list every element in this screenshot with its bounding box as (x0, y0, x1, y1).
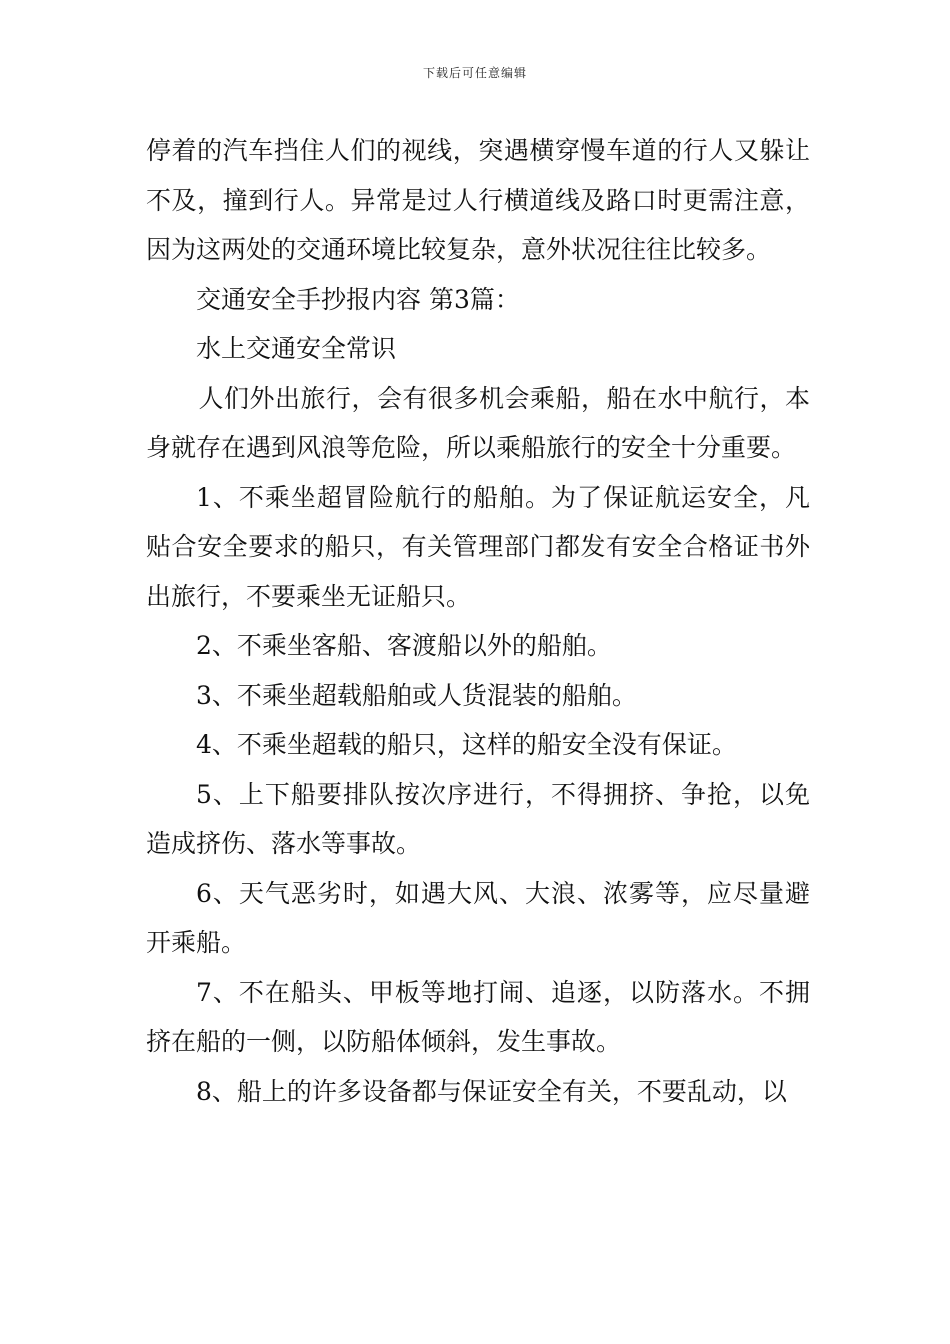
page-header: 下载后可任意编辑 (422, 66, 527, 80)
list-item-2: 2、不乘坐客船、客渡船以外的船舶。 (196, 631, 612, 660)
section-subheading: 水上交通安全常识 (196, 334, 397, 363)
list-item-4: 4、不乘坐超载的船只，这样的船安全没有保证。 (196, 730, 737, 759)
list-item-8: 8、船上的许多设备都与保证安全有关，不要乱动，以 (196, 1076, 787, 1106)
intro-paragraph: 人们外出旅行，会有很多机会乘船，船在水中航行，本身就存在遇到风浪等危险，所以乘船旅行的安全十分重要。 (146, 383, 810, 462)
list-item-3: 3、不乘坐超载船舶或人货混装的船舶。 (196, 680, 637, 710)
paragraph-continuation: 停着的汽车挡住人们的视线，突遇横穿慢车道的行人又躲让不及，撞到行人。异常是过人行横道线及路口时更需注意，因为这两处的交通环境比较复杂，意外状况往往比较多。 (146, 136, 810, 264)
list-item-6: 6、天气恶劣时，如遇大风、大浪、浓雾等，应尽量避开乘船。 (146, 878, 810, 957)
section-heading: 交通安全手抄报内容 第3篇： (196, 284, 520, 314)
document-body (146, 126, 810, 1116)
list-item-7: 7、不在船头、甲板等地打闹、追逐，以防落水。不拥挤在船的一侧，以防船体倾斜，发生事故。 (146, 977, 810, 1056)
list-item-5: 5、上下船要排队按次序进行，不得拥挤、争抢，以免造成挤伤、落水等事故。 (146, 779, 810, 858)
list-item-1: 1、不乘坐超冒险航行的船舶。为了保证航运安全，凡贴合安全要求的船只，有关管理部门都发有安全合格证书外出旅行，不要乘坐无证船只。 (146, 482, 810, 611)
